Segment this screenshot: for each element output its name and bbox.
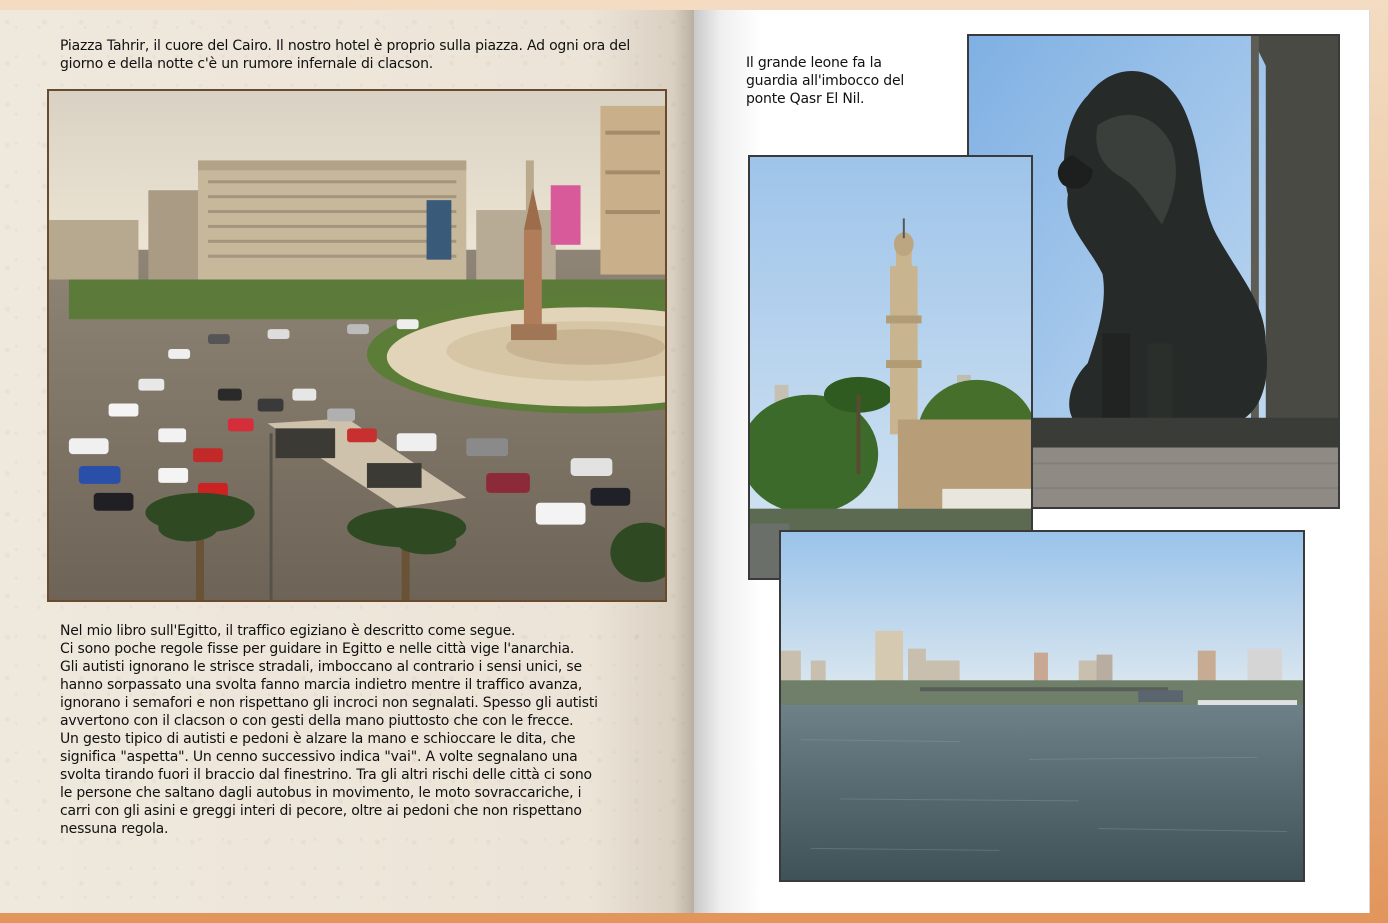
left-page <box>0 10 694 913</box>
traffic-description <box>60 622 660 838</box>
lion-caption-line: Il grande leone fa la <box>746 55 882 71</box>
tahrir-square-photo <box>47 89 667 602</box>
tahrir-caption: Piazza Tahrir, il cuore del Cairo. Il nostro hotel è proprio sulla piazza. Ad ogni ora del giorno e della notte c'è un rumore infernale di clacson. <box>60 38 631 72</box>
traffic-line: ignorano i semafori e non rispettano gli incroci non segnalati. Spesso gli autisti <box>60 695 598 711</box>
right-page <box>694 10 1370 913</box>
traffic-line: svolta tirando fuori il braccio dal finestrino. Tra gli altri rischi delle città ci sono <box>60 767 592 783</box>
traffic-line: Ci sono poche regole fisse per guidare in Egitto e nelle città vige l'anarchia. <box>60 641 575 657</box>
traffic-line: Nel mio libro sull'Egitto, il traffico egiziano è descritto come segue. <box>60 623 516 639</box>
nile-river-photo <box>779 530 1305 882</box>
traffic-line: Un gesto tipico di autisti e pedoni è alzare la mano e schioccare le dita, che <box>60 731 576 747</box>
mosque-minaret-photo <box>748 155 1033 580</box>
traffic-line: hanno sorpassato una svolta fanno marcia indietro mentre il traffico avanza, <box>60 677 583 693</box>
traffic-line: significa "aspetta". Un cenno successivo indica "vai". A volte segnalano una <box>60 749 578 765</box>
traffic-line: le persone che saltano dagli autobus in movimento, le moto sovraccariche, i <box>60 785 582 801</box>
lion-caption-line: guardia all'imbocco del <box>746 73 905 89</box>
traffic-line: nessuna regola. <box>60 821 169 837</box>
traffic-line: carri con gli asini e greggi interi di pecore, oltre ai pedoni che non rispettano <box>60 803 582 819</box>
traffic-line: avvertono con il clacson o con gesti della mano piuttosto che con le frecce. <box>60 713 574 729</box>
traffic-line: Gli autisti ignorano le strisce stradali, imboccano al contrario i sensi unici, se <box>60 659 582 675</box>
lion-caption-line: ponte Qasr El Nil. <box>746 91 865 107</box>
lion-caption <box>746 54 956 108</box>
